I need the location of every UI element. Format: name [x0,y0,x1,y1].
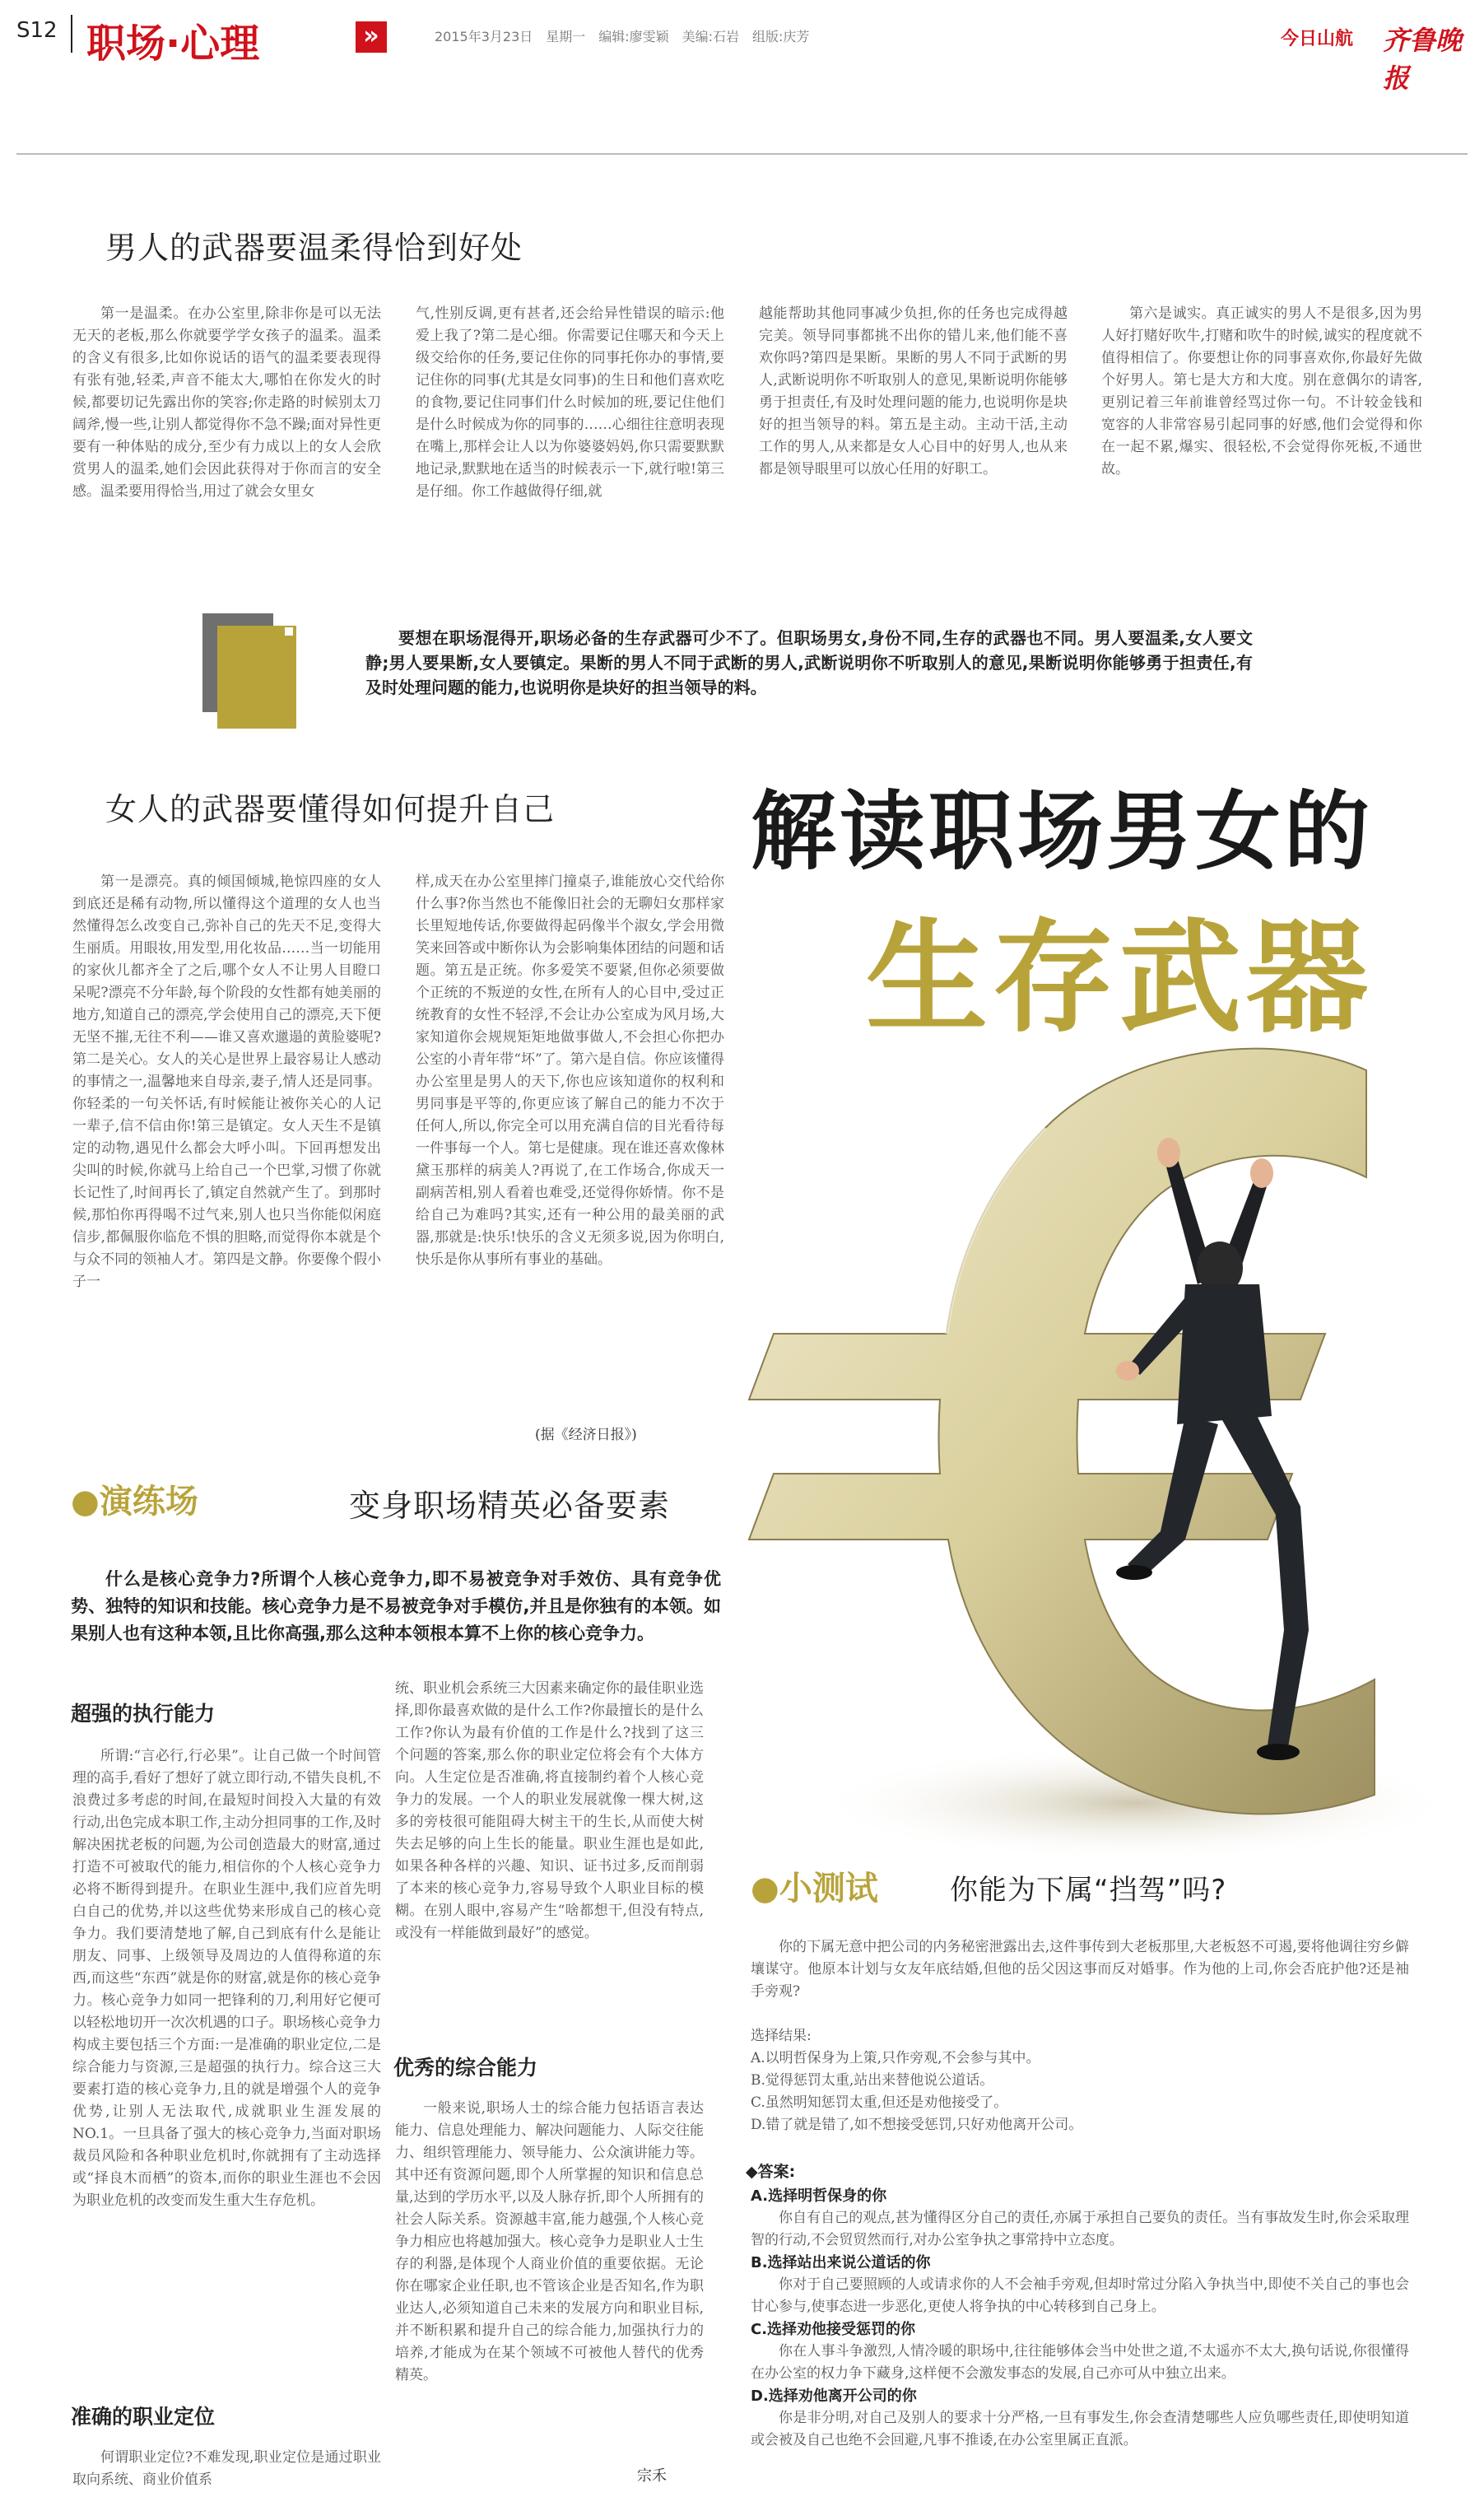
header-right-label: 今日山航 [1281,29,1354,49]
practice-col1-tail: 何谓职业定位?不难发现,职业定位是通过职业取向系统、商业价值系 [72,2449,381,2488]
practice-sub2: 准确的职业定位 [71,2405,216,2429]
quiz-option-b: B.觉得惩罚太重,站出来替他说公道话。 [751,2072,994,2089]
quiz-option-d: D.错了就是错了,如不想接受惩罚,只好劝他离开公司。 [751,2117,1083,2133]
article-women-source: (据《经济日报》) [535,1427,637,1443]
header-divider-vertical [71,15,72,53]
euro-climber-illustration [741,1037,1465,1861]
section-arrow-icon: » [356,21,387,53]
main-title-line1: 解读职场男女的 [751,781,1374,882]
paper-name-logo: 齐鲁晚报 [1383,25,1463,94]
euro-illustration-svg [741,1037,1465,1861]
quiz-option-c: C.虽然明知惩罚太重,但还是劝他接受了。 [751,2094,1008,2111]
article-women-title: 女人的武器要懂得如何提升自己 [105,791,556,827]
practice-col2-text: 统、职业机会系统三大因素来确定你的最佳职业选择,即你最喜欢做的是什么工作?你最擅长的是什么工作?你认为最有价值的工作是什么?找到了这三个问题的答案,那么你的职业定位将会有个大体方向。人生定位是否准确,将直接制约着个人核心竞争力的发展。一个人的职业发展就像一棵大树,这多的旁枝很可能阻碍大树主干的生长,从而使大树失去足够的向上生长的能量。职业生涯也是如此,如果各种各样的兴趣、知识、证书过多,反而削弱了本来的核心竞争力,容易导致个人职业目标的模糊。在别人眼中,容易产生“啥都想干,但没有特点,或没有一样能做到最好”的感觉。 [395,1680,704,1941]
quiz-title: 你能为下属“挡驾”吗? [950,1874,1227,1907]
article-men-col2: 气,性别反调,更有甚者,还会给异性错误的暗示:他爱上我了?第二是心细。你需要记住哪天和今天上级交给你的任务,要记住你的同事托你办的事情,要记住你的同事(尤其是女同事)的生日和他们喜欢吃的食物,要记住同事们什么时候加的班,要记住他们是什么时候成为你的同事的……心细往往意明表现在嘴上,那样会让人以为你婆婆妈妈,你只需要默默地记录,默默地在适当的时候表示一下,就行啦!第三是仔细。你工作越做得仔细,就 [416,305,724,500]
practice-col1-text: 所谓:“言必行,行必果”。让自己做一个时间管理的高手,看好了想好了就立即行动,不错失良机,不浪费过多考虑的时间,在最短时间投入大量的有效行动,出色完成本职工作,主动分担同事的工作,及时解决困扰老板的问题,为公司创造最大的财富,通过打造不可被取代的能力,相信你的个人核心竞争力必将不断得到提升。在职业生涯中,我们应首先明白自己的优势,并以这些优势来形成自己的核心竞争力。我们要清楚地了解,自己到底有什么是能让朋友、同事、上级领导及周边的人值得称道的东西,而这些“东西”就是你的财富,就是你的核心竞争力。核心竞争力如同一把锋利的刀,利用好它便可以轻松地切开一次次机遇的口子。职场核心竞争力构成主要包括三个方面:一是准确的职业定位,二是综合能力与资源,三是超强的执行力。综合这三大要素打造的核心竞争力,且的就是增强个人的竞争优势,让别人无法取代,成就职业生涯发展的NO.1。一旦具备了强大的核心竞争力,当面对职场裁员风险和各种职业危机时,你就拥有了主动选择或“择良木而栖”的资本,而你的职业生涯也不会因为职业危机的改变而发生重大生存危机。 [72,1748,381,2209]
quiz-answers-label: ◆答案: [746,2163,796,2181]
practice-tag: ●演练场 [71,1483,198,1521]
quiz-answers [751,2185,1409,2452]
practice-sub3: 优秀的综合能力 [393,2056,538,2080]
header-rule [16,153,1468,155]
practice-col2-text2: 一般来说,职场人士的综合能力包括语言表达能力、信息处理能力、解决问题能力、人际交往能力、组织管理能力、领导能力、公众演讲能力等。其中还有资源问题,即个人所掌握的知识和信息总量,达到的学历水平,以及人脉存折,即个人所拥有的社会人际关系。资源越丰富,能力越强,个人核心竞争力相应也将越加强大。核心竞争力是职业人士生存的利器,是体现个人商业价值的重要依据。无论你在哪家企业任职,也不管该企业是否知名,作为职业达人,必须知道自己未来的发展方向和职业目标,并不断积累和提升自己的综合能力,加强执行力的培养,才能成为在某个领域不可被他人替代的优秀精英。 [395,2100,704,2383]
pullquote-block-gold [217,626,296,729]
article-men-col4: 第六是诚实。真正诚实的男人不是很多,因为男人好打赌好吹牛,打赌和吹牛的时候,诚实的程度就不值得相信了。你要想让你的同事喜欢你,你最好先做个好男人。第七是大方和大度。别在意偶尔的请客,更别记着三年前谁曾经骂过你一句。不计较金钱和宽容的人非常容易引起同事的好感,他们会觉得和你在一起不累,爆实、很轻松,不会觉得你死板,不通世故。 [1101,305,1422,478]
quiz-answer-a-label: A.选择明哲保身的你 [751,2187,887,2205]
page-number: S12 [16,18,58,43]
quiz-answer-b-label: B.选择站出来说公道话的你 [751,2254,931,2271]
pullquote-block-corner [285,627,293,636]
practice-sub1: 超强的执行能力 [71,1702,216,1726]
section-title: 职场·心理 [86,21,260,67]
quiz-options-list [751,2047,1409,2136]
article-men-col1: 第一是温柔。在办公室里,除非你是可以无法无天的老板,那么你就要学学女孩子的温柔。温柔的含义有很多,比如你说话的语气的温柔要表现得有张有弛,轻柔,声音不能太大,哪怕在你发火的时候,都要切记先露出你的笑容;你走路的时候别太刀阔斧,慢一些,让别人都觉得你不急不躁;面对异性更要有一种体贴的成分,至少有力成以上的女人会欣赏男人的温柔,她们会因此获得对于你而言的安全感。温柔要用得恰当,用过了就会女里女 [72,305,381,500]
quiz-tag: ●小测试 [751,1870,878,1908]
quiz-answer-d-text: 你是非分明,对自己及别人的要求十分严格,一旦有事发生,你会查清楚哪些人应负哪些责任,即使明知道或会被及自己也绝不会回避,凡事不推诿,在办公室里属正直派。 [751,2410,1409,2448]
article-women-col1: 第一是漂亮。真的倾国倾城,艳惊四座的女人到底还是稀有动物,所以懂得这个道理的女人也当然懂得怎么改变自己,弥补自己的先天不足,变得大生丽质。用眼妆,用发型,用化妆品……当一切能用的家伙儿都齐全了之后,哪个女人不让男人目瞪口呆呢?漂亮不分年龄,每个阶段的女性都有她美丽的地方,知道自己的漂亮,学会使用自己的漂亮,天下便无坚不摧,无往不利——谁又喜欢邋遢的黄脸婆呢?第二是关心。女人的关心是世界上最容易让人感动的事情之一,温馨地来自母亲,妻子,情人还是同事。你轻柔的一句关怀话,有时候能让被你关心的人记一辈子,信不信由你!第三是镇定。女人天生不是镇定的动物,遇见什么都会大呼小叫。下回再想发出尖叫的时候,你就马上给自己一个巴掌,习惯了你就长记性了,时间再长了,镇定自然就产生了。到那时候,那怕你再得喝不过气来,别人也只当你能似闲庭信步,都佩服你临危不惧的胆略,而觉得你本就是个与众不同的领袖人才。第四是文静。你要像个假小子一 [72,873,381,1290]
practice-lead: 什么是核心竞争力?所谓个人核心竞争力,即不易被竞争对手效仿、具有竞争优势、独特的知识和技能。核心竞争力是不易被竞争对手模仿,并且是你独有的本领。如果别人也有这种本领,且比你高强,那么这种本领根本算不上你的核心竞争力。 [71,1569,721,1643]
main-title-line2: 生存武器 [866,907,1373,1049]
article-men-col3: 越能帮助其他同事减少负担,你的任务也完成得越完美。领导同事都挑不出你的错儿来,他们能不喜欢你吗?第四是果断。果断的男人不同于武断的男人,武断说明你不听取别人的意见,果断说明你能够勇于担责任,有及时处理问题的能力,也说明你是块好的担当领导的料。第五是主动。主动干活,主动工作的男人,从来都是女人心目中的好男人,也从来都是领导眼里可以放心任用的好职工。 [759,305,1068,478]
quiz-intro: 你的下属无意中把公司的内务秘密泄露出去,这件事传到大老板那里,大老板怒不可遏,要将他调往穷乡僻壤谋守。他原本计划与女友年底结婚,但他的岳父因这事而反对婚事。作为他的上司,你会否庇护他?还是袖手旁观? [751,1939,1409,2000]
practice-title: 变身职场精英必备要素 [349,1488,671,1524]
quiz-answer-a-text: 你自有自己的观点,甚为懂得区分自己的责任,亦属于承担自己要负的责任。当有事故发生时,你会采取理智的行动,不会贸贸然而行,对办公室争执之事常持中立态度。 [751,2210,1409,2248]
quiz-answer-d-label: D.选择劝他离开公司的你 [751,2388,917,2405]
quiz-answer-c-label: C.选择劝他接受惩罚的你 [751,2321,916,2338]
quiz-choose-label: 选择结果: [751,2028,812,2044]
article-women-col2: 样,成天在办公室里摔门撞桌子,谁能放心交代给你什么事?你当然也不能像旧社会的无聊妇女那样家长里短地传话,你要做得起码像半个淑女,学会用微笑来回答或中断你认为会影响集体团结的问题和话题。第五是正统。你多爱笑不要紧,但你必须要做个正统的不叛逆的女性,在所有人的心目中,受过正统教育的女性不轻浮,不会让办公室成为风月场,大家知道你会规规矩矩地做事做人,不会担心你把办公室的小青年带“坏”了。第六是自信。你应该懂得办公室里是男人的天下,你也应该知道你的权利和男同事是平等的,你更应该了解自己的能力不次于任何人,所以,你完全可以用充满自信的目光看待每一件事每一个人。第七是健康。现在谁还喜欢像林黛玉那样的病美人?再说了,在工作场合,你成天一副病苦相,别人看着也难受,还觉得你娇情。你不是给自己为难吗?其实,还有一种公用的最美丽的武器,那就是:快乐!快乐的含义无须多说,因为你明白,快乐是你从事所有事业的基础。 [416,873,724,1268]
quiz-option-a: A.以明哲保身为上策,只作旁观,不会参与其中。 [751,2050,1040,2066]
quiz-answer-c-text: 你在人事斗争激烈,人情冷暖的职场中,往往能够体会当中处世之道,不太遥亦不太大,换句话说,你很懂得在办公室的权力争下藏身,这样便不会激发事态的发展,自己亦可从中独立出来。 [751,2343,1409,2382]
pullquote-text: 要想在职场混得开,职场必备的生存武器可少不了。但职场男女,身份不同,生存的武器也不同。男人要温柔,女人要文静;男人要果断,女人要镇定。果断的男人不同于武断的男人,武断说明你不听取别人的意见,果断说明你能够勇于担责任,有及时处理问题的能力,也说明你是块好的担当领导的料。 [365,628,1253,697]
practice-author: 宗禾 [637,2467,667,2485]
article-men-title: 男人的武器要温柔得恰到好处 [105,230,523,266]
quiz-answer-b-text: 你对于自己要照顾的人或请求你的人不会袖手旁观,但却时常过分陷入争执当中,即使不关自己的事也会甘心参与,使事态进一步恶化,更使人将争执的中心转移到自己身上。 [751,2276,1409,2315]
header-meta: 2015年3月23日 星期一 编辑:廖雯颖 美编:石岩 组版:庆芳 [435,29,810,44]
